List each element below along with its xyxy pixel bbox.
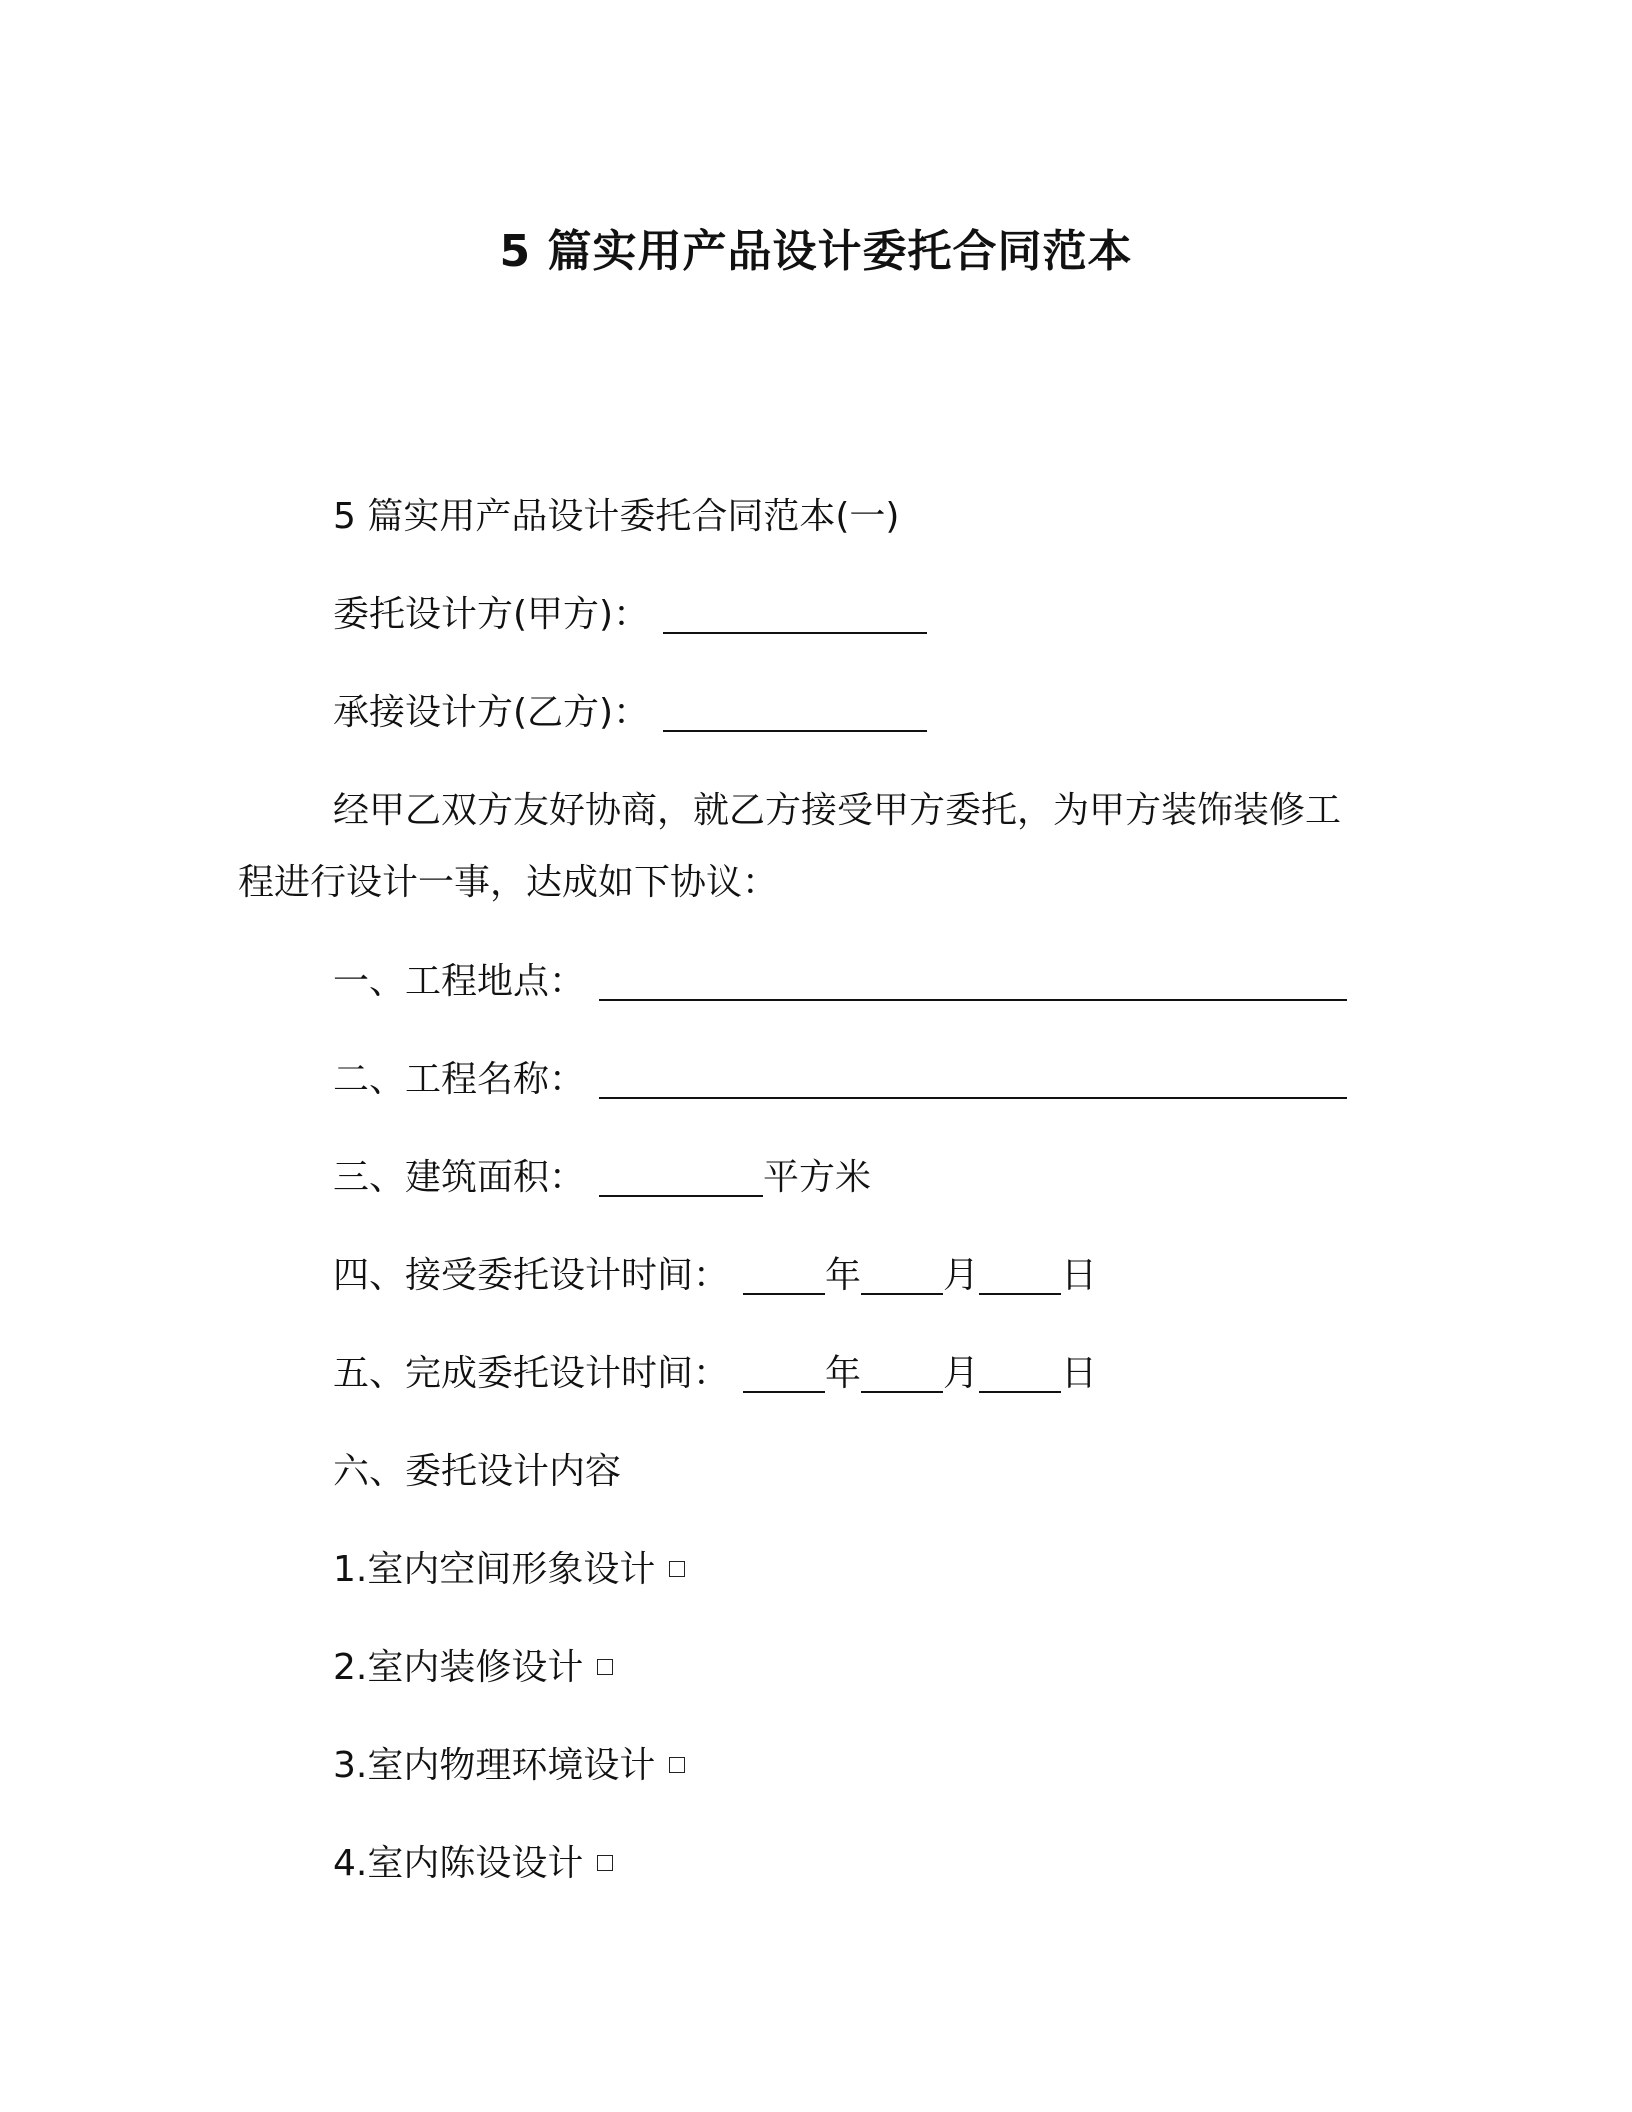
item-3-line bbox=[333, 1153, 871, 1203]
option-1-label: 1.室内空间形象设计 bbox=[333, 1549, 656, 1590]
item-2-label: 二、工程名称： bbox=[333, 1059, 586, 1100]
option-3-line bbox=[333, 1741, 685, 1791]
option-4-label: 4.室内陈设设计 bbox=[333, 1843, 584, 1884]
accept-day-unit: 日 bbox=[1061, 1255, 1098, 1296]
option-2-checkbox[interactable] bbox=[597, 1659, 613, 1675]
complete-year-unit: 年 bbox=[825, 1353, 862, 1394]
option-3-label: 3.室内物理环境设计 bbox=[333, 1745, 656, 1786]
party-b-label: 承接设计方(乙方)： bbox=[333, 692, 650, 733]
item-1-line bbox=[333, 957, 1347, 1007]
item-3-unit: 平方米 bbox=[763, 1157, 872, 1198]
accept-year-unit: 年 bbox=[825, 1255, 862, 1296]
complete-year-blank bbox=[743, 1353, 825, 1393]
accept-month-blank bbox=[861, 1255, 943, 1295]
project-location-blank bbox=[599, 961, 1347, 1001]
option-3-checkbox[interactable] bbox=[669, 1757, 685, 1773]
contract-subtitle: 5 篇实用产品设计委托合同范本(一) bbox=[333, 496, 900, 537]
intro-line-1: 经甲乙双方友好协商，就乙方接受甲方委托，为甲方装饰装修工 bbox=[333, 790, 1342, 831]
item-6-heading: 六、委托设计内容 bbox=[333, 1451, 622, 1492]
party-a-blank bbox=[663, 594, 927, 634]
option-4-checkbox[interactable] bbox=[597, 1855, 613, 1871]
document-title: 5 篇实用产品设计委托合同范本 bbox=[499, 226, 1133, 277]
complete-month-blank bbox=[861, 1353, 943, 1393]
option-4-line bbox=[333, 1839, 613, 1889]
complete-day-blank bbox=[979, 1353, 1061, 1393]
item-3-label: 三、建筑面积： bbox=[333, 1157, 586, 1198]
party-a-line bbox=[333, 590, 927, 640]
complete-day-unit: 日 bbox=[1061, 1353, 1098, 1394]
accept-year-blank bbox=[743, 1255, 825, 1295]
item-5-line bbox=[333, 1349, 1097, 1399]
option-2-label: 2.室内装修设计 bbox=[333, 1647, 584, 1688]
item-4-label: 四、接受委托设计时间： bbox=[333, 1255, 730, 1296]
accept-day-blank bbox=[979, 1255, 1061, 1295]
item-2-line bbox=[333, 1055, 1347, 1105]
project-name-blank bbox=[599, 1059, 1347, 1099]
party-a-label: 委托设计方(甲方)： bbox=[333, 594, 650, 635]
party-b-blank bbox=[663, 692, 927, 732]
party-b-line bbox=[333, 688, 927, 738]
item-5-label: 五、完成委托设计时间： bbox=[333, 1353, 730, 1394]
intro-paragraph bbox=[238, 786, 1378, 908]
item-1-label: 一、工程地点： bbox=[333, 961, 586, 1002]
option-2-line bbox=[333, 1643, 613, 1693]
option-1-checkbox[interactable] bbox=[669, 1561, 685, 1577]
building-area-blank bbox=[599, 1157, 763, 1197]
complete-month-unit: 月 bbox=[943, 1353, 980, 1394]
intro-line-2: 程进行设计一事，达成如下协议： bbox=[238, 862, 779, 903]
option-1-line bbox=[333, 1545, 685, 1595]
item-4-line bbox=[333, 1251, 1097, 1301]
accept-month-unit: 月 bbox=[943, 1255, 980, 1296]
